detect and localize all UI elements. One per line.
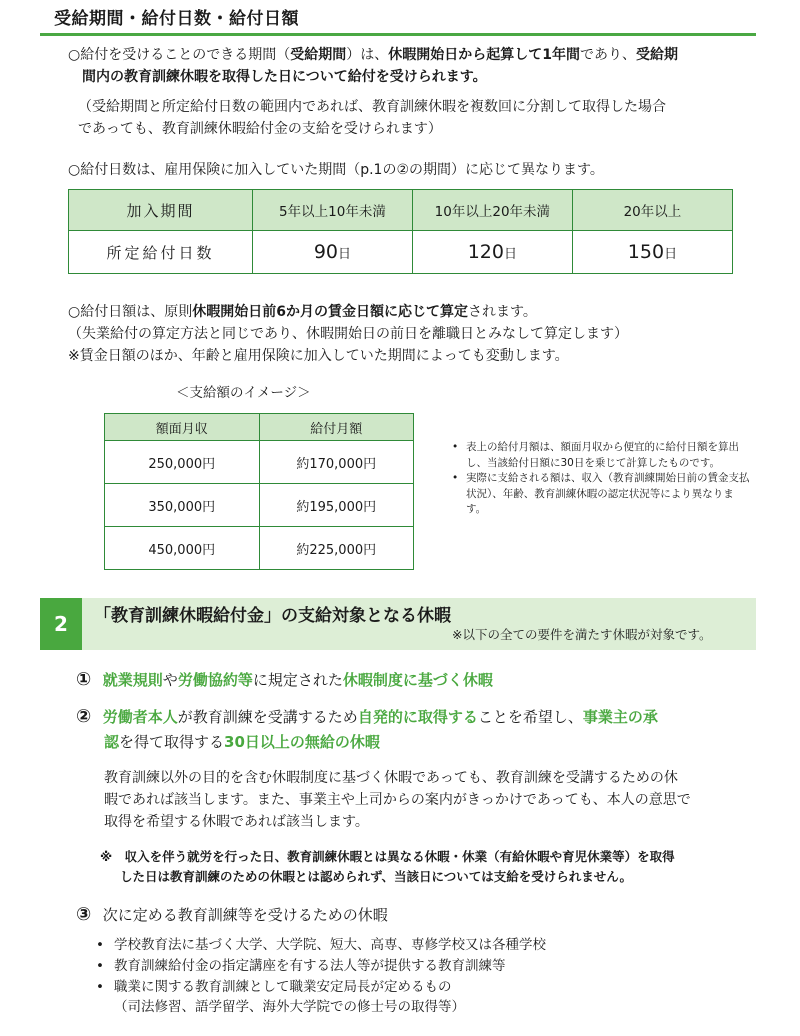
- text-run: であり、: [579, 47, 636, 63]
- section2-title: 「教育訓練休暇給付金」の支給対象となる休暇: [94, 606, 451, 626]
- table-cell: 350,000円: [105, 484, 260, 527]
- text-run: を得て取得する: [119, 733, 225, 751]
- table-row: [105, 527, 414, 570]
- text-run: ○給付を受けることのできる期間（: [68, 47, 291, 63]
- requirement-item-2-line2: [104, 730, 380, 754]
- item-number: ②: [76, 706, 92, 727]
- table-cell: 450,000円: [105, 527, 260, 570]
- text-run: に規定された: [252, 671, 343, 689]
- table-header-cell: 加入期間: [69, 190, 253, 231]
- text-run-bold: 休暇開始日前6か月の賃金日額に応じて算定: [192, 304, 468, 320]
- item-3-bullet-list: [96, 935, 546, 998]
- text-run-highlight: 事業主の承: [582, 708, 658, 726]
- item-2-note-line2: した日は教育訓練のための休暇とは認められず、当該日については支給を受けられません。: [120, 869, 633, 884]
- table-header-cell: 10年以上20年未満: [412, 190, 572, 231]
- item-2-note-line1: ※ 収入を伴う就労を行った日、教育訓練休暇とは異なる休暇・休業（有給休暇や育児休業等）を取得: [100, 849, 675, 864]
- text-run-bold: 受給期間: [290, 47, 347, 63]
- text-run: や: [162, 671, 178, 689]
- table-header-row: [69, 190, 733, 231]
- text-run-highlight: 労働者本人: [102, 708, 178, 726]
- table-cell: 約225,000円: [259, 527, 414, 570]
- list-item: • 職業に関する教育訓練として職業安定局長が定めるもの: [96, 977, 546, 998]
- table-cell: 約170,000円: [259, 441, 414, 484]
- days-value: 120: [467, 241, 504, 263]
- table-cell: 250,000円: [105, 441, 260, 484]
- days-unit: 日: [338, 247, 352, 262]
- benefit-days-table: [68, 189, 733, 274]
- text-run-highlight: 30日以上の無給の休暇: [224, 733, 380, 751]
- table-header-cell: 5年以上10年未満: [253, 190, 413, 231]
- daily-amount-note-line2: ※賃金日額のほか、年齢と雇用保険に加入していた期間によっても変動します。: [68, 348, 569, 364]
- days-value: 90: [313, 241, 339, 263]
- table-row: [105, 484, 414, 527]
- table-header-row: [105, 414, 414, 441]
- requirement-item-2: [76, 705, 658, 729]
- section2-number-badge: 2: [40, 598, 82, 650]
- item-3-bullet-continuation: （司法修習、語学留学、海外大学院での修士号の取得等）: [114, 999, 465, 1015]
- table-row: [105, 441, 414, 484]
- days-value: 150: [627, 241, 665, 263]
- benefit-period-paragraph-line2: 間内の教育訓練休暇を取得した日について給付を受けられます。: [82, 69, 487, 85]
- table-header-cell: 給付月額: [259, 414, 414, 441]
- table-row-label: 所定給付日数: [69, 231, 253, 274]
- text-run-highlight: 就業規則: [102, 671, 163, 689]
- amount-image-caption: ＜支給額のイメージ＞: [176, 385, 311, 401]
- benefit-period-note-line1: （受給期間と所定給付日数の範囲内であれば、教育訓練休暇を複数回に分割して取得した場合: [78, 99, 666, 115]
- text-run-bold: 受給期: [635, 47, 678, 63]
- text-run-highlight: 認: [104, 733, 120, 751]
- benefit-period-note-line2: であっても、教育訓練休暇給付金の支給を受けられます）: [78, 121, 442, 137]
- text-run-highlight: 労働協約等: [177, 671, 253, 689]
- table-header-cell: 額面月収: [105, 414, 260, 441]
- table-row: [69, 231, 733, 274]
- requirement-item-3: [76, 903, 388, 927]
- item-2-body-line3: 取得を希望する休暇であれば該当します。: [104, 814, 369, 830]
- section-title: 受給期間・給付日数・給付日額: [54, 9, 299, 29]
- table-cell: 約195,000円: [259, 484, 414, 527]
- text-run: されます。: [467, 304, 537, 320]
- list-item: • 学校教育法に基づく大学、大学院、短大、高専、専修学校又は各種学校: [96, 935, 546, 956]
- daily-amount-paragraph: [68, 301, 537, 323]
- benefit-days-paragraph: ○給付日数は、雇用保険に加入していた期間（p.1の②の期間）に応じて異なります。: [68, 162, 604, 178]
- text-run-bold: 休暇開始日から起算して1年間: [388, 47, 580, 63]
- item-number: ①: [76, 669, 92, 690]
- days-unit: 日: [503, 247, 517, 262]
- note-item: • 実際に支給される額は、収入（教育訓練開始日前の賃金支払状況）、年齢、教育訓練休暇の認定状況等により異なります。: [452, 471, 752, 518]
- text-run: ）は、: [346, 47, 389, 63]
- benefit-period-paragraph: [68, 44, 678, 66]
- table-cell: [572, 231, 732, 274]
- text-run: ことを希望し、: [477, 708, 583, 726]
- note-item: • 表上の給付月額は、額面月収から便宜的に給付日額を算出し、当該給付日額に30日を乗じて計算したものです。: [452, 440, 752, 471]
- text-run: ○給付日額は、原則: [68, 304, 193, 320]
- table-cell: [253, 231, 413, 274]
- text-run: が教育訓練を受講するため: [177, 708, 358, 726]
- table-cell: [412, 231, 572, 274]
- item-number: ③: [76, 904, 92, 925]
- text-run-highlight: 休暇制度に基づく休暇: [342, 671, 493, 689]
- amount-table: [104, 413, 414, 570]
- section2-subtitle: ※以下の全ての要件を満たす休暇が対象です。: [452, 627, 712, 642]
- item-2-body-line2: 暇であれば該当します。また、事業主や上司からの案内がきっかけであっても、本人の意思で: [104, 792, 691, 808]
- requirement-item-1: [76, 668, 493, 692]
- amount-notes: [452, 440, 752, 518]
- list-item: • 教育訓練給付金の指定講座を有する法人等が提供する教育訓練等: [96, 956, 546, 977]
- section-title-underline: [40, 33, 756, 36]
- item-2-body-line1: 教育訓練以外の目的を含む休暇制度に基づく休暇であっても、教育訓練を受講するための休: [104, 770, 678, 786]
- text-run: 次に定める教育訓練等を受けるための休暇: [102, 906, 388, 924]
- daily-amount-note-line1: （失業給付の算定方法と同じであり、休暇開始日の前日を離職日とみなして算定します）: [68, 326, 628, 342]
- text-run-highlight: 自発的に取得する: [357, 708, 478, 726]
- days-unit: 日: [664, 247, 678, 262]
- table-header-cell: 20年以上: [572, 190, 732, 231]
